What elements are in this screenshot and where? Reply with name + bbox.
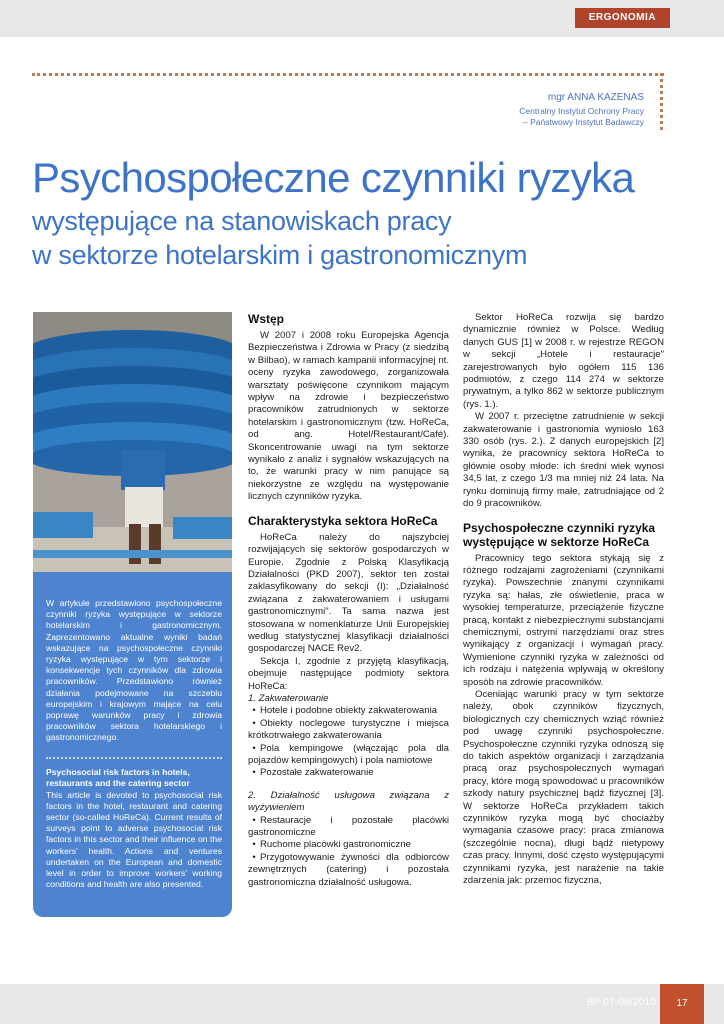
dotted-divider xyxy=(32,73,664,76)
paragraph-1: Sektor HoReCa rozwija się bardzo dynamicznie również w Polsce. Według danych GUS [1] w 2008 r. w rejestrze REGON w sekcji „Hotele i restauracje" zarejestrowanych było ogółem 115 136 podmiotów, z czego 114 274 w sektorze prywatnym, a tylko 862 w sektorze publicznym (rys. 1.). xyxy=(463,312,664,410)
paragraph-3: Pracownicy tego sektora stykają się z różnego rodzajami zagrożeniami (czynnikami ryzyka). Powszechnie znanymi czynnikami ryzyka są: hałas, złe oświetlenie, praca w wysokiej temperaturze, przeciążenie fizyczne pracą, kontakt z niebezpiecznymi substancjami chemicznymi, ostrymi narzędziami oraz stres wynikający z organizacji i wymagań pracy. Wymienione czynniki ryzyka w zależności od ich rodzaju i natężenia wpływają w określony sposób na zdrowie pracowników. xyxy=(463,552,664,688)
summary-divider xyxy=(46,757,222,759)
author-name: mgr ANNA KAZENAS xyxy=(547,92,644,103)
list-item: • Pola kempingowe (włączając pola dla pojazdów kempingowych) i pola namiotowe xyxy=(248,742,449,766)
title-subtitle-1: występujące na stanowiskach pracy xyxy=(32,206,452,236)
author-affiliation-2: – Państwowy Instytut Badawczy xyxy=(523,117,644,127)
list-item: • Ruchome placówki gastronomiczne xyxy=(252,839,411,851)
article-photo xyxy=(33,312,232,575)
column-3 xyxy=(463,312,664,887)
dotted-divider-vertical xyxy=(660,73,663,130)
list-item: • Obiekty noclegowe turystyczne i miejsca krótkotrwałego zakwaterowania xyxy=(248,717,449,742)
heading-characteristics: Charakterystyka sektora HoReCa xyxy=(248,513,438,528)
paragraph-characteristics-2: Sekcja I, zgodnie z przyjętą klasyfikacją, obejmuje następujące podmioty sektora HoReCa: xyxy=(248,655,449,692)
top-band xyxy=(0,0,724,37)
author-block xyxy=(519,92,644,128)
title-main: Psychospołeczne czynniki ryzyka xyxy=(32,154,635,201)
bottom-band xyxy=(0,984,724,1024)
heading-intro: Wstęp xyxy=(248,312,284,326)
paragraph-4: Oceniając warunki pracy w tym sektorze należy, obok czynników fizycznych, biologicznych czy chemicznych wziąć również pod uwagę czynniki psychospołeczne. Psychospołeczne czynniki ryzyka odnoszą się do takich aspektów organizacji i zarządzania pracą oraz psychospołecznych wymagań pracy, które mogą spowodować u pracowników szkody natury psychicznej bądź fizycznej [3]. W sektorze HoReCa przykładem takich czynników ryzyka mogą być chociażby wymagania czasowe pracy: praca zmianowa (szczególnie nocna), długi bądź nietypowy czas pracy. Innymi, dość często występującymi czynnikami ryzyka, jest narażenie na takie zdarzenia jak: przemoc fizyczna, xyxy=(463,688,664,887)
summary-english-title: Psychosocial risk factors in hotels, restaurants and the catering sector xyxy=(46,766,190,788)
paragraph-characteristics-1: HoReCa należy do najszybciej rozwijających się sektorów gospodarczych w Europie. Zgodnie z Polską Klasyfikacją Działalności (PKD 2007), sektor ten został zaklasyfikowany do sekcji (I): „Działalność związana z zakwaterowaniem i usługami gastronomicznymi". Ta sama nazwa jest stosowana w nomenklaturze Unii Europejskiej według statystycznej klasyfikacji działalności gospodarczej NACE Rev2. xyxy=(248,531,449,655)
list-item: • Pozostałe zakwaterowanie xyxy=(252,767,374,779)
list-item: • Hotele i podobne obiekty zakwaterowania xyxy=(252,705,438,717)
heading-psychosocial: Psychospołeczne czynniki ryzyka występujące w sektorze HoReCa xyxy=(463,520,656,549)
paragraph-2: W 2007 r. przeciętne zatrudnienie w sekcji zakwaterowanie i gastronomia wyniosło 163 330 osób (rys. 2.). Z danych europejskich [2] wynika, że pracownicy sektora HoReCa to głównie osoby młode: ich średni wiek wynosi 34,5 lat, z czego 1/3 ma mniej niż 24 lata. Na rynku dominują firmy małe, zatrudniające od 2 do 9 pracowników. xyxy=(463,411,664,510)
title-subtitle-2: w sektorze hotelarskim i gastronomicznym xyxy=(32,240,528,270)
list-title-food: 2. Działalność usługowa związana z wyżywieniem xyxy=(248,789,449,814)
summary-box xyxy=(33,572,232,917)
summary-polish: W artykule przedstawiono psychospołeczne czynniki ryzyka występujące w sektorze hotelarskim i gastronomicznym. Zaprezentowano aktualne wyniki badań wskazujące na psychospołeczne czynniki ryzyka występujące w tym sektorze i konsekwencje tych czynników dla zdrowia pracowników. Przedstawiono również działania podejmowane na szczeblu europejskim i krajowym mające na celu poprawę warunków pracy i zdrowia pracowników sektora hotelarskiego i gastronomicznego. xyxy=(46,598,222,743)
page-number: 17 xyxy=(660,984,704,1024)
author-affiliation: Centralny Instytut Ochrony Pracy xyxy=(519,106,644,116)
article-title xyxy=(32,152,672,272)
list-item: • Przygotowywanie żywności dla odbiorców zewnętrznych (catering) i pozostała gastronomiczna działalność usługowa. xyxy=(248,851,449,888)
paragraph-intro: W 2007 i 2008 roku Europejska Agencja Bezpieczeństwa i Zdrowia w Pracy (z siedzibą w Bilbao), w ramach kampanii informacyjnej nt. oceny ryzyka zawodowego, zorganizowała warsztaty poświęcone czynnikom mającym wpływ na zdrowie i bezpieczeństwo pracowników zatrudnionych w sektorze hotelarskim i gastronomicznym (tzw. HoReCa, od ang. Hotel/Restaurant/Café). Skoncentrowanie uwagi na tym sektorze wynikało z analiz i sygnałów wskazujących na to, że warunki pracy w nim panujące są niekorzystne ze względu na występowanie licznych czynników ryzyka. xyxy=(248,330,449,503)
list-item: • Restauracje i pozostałe placówki gastronomiczne xyxy=(248,814,449,839)
summary-english: This article is devoted to psychosocial risk factors in the hotel, restaurant and catering sector (so-called HoReCa). Current results of surveys point to adverse psychosocial risk factors in this sector and their influence on the workers' health. Actions and ventures undertaken on the European and domestic level in order to improve workers' working conditions and health are also presented. xyxy=(46,789,222,890)
section-tag: ERGONOMIA xyxy=(575,8,670,28)
list-title-accommodation: 1. Zakwaterowanie xyxy=(248,692,329,704)
issue-label: BP 07-08/2010 xyxy=(586,997,656,1008)
column-2 xyxy=(248,312,449,889)
